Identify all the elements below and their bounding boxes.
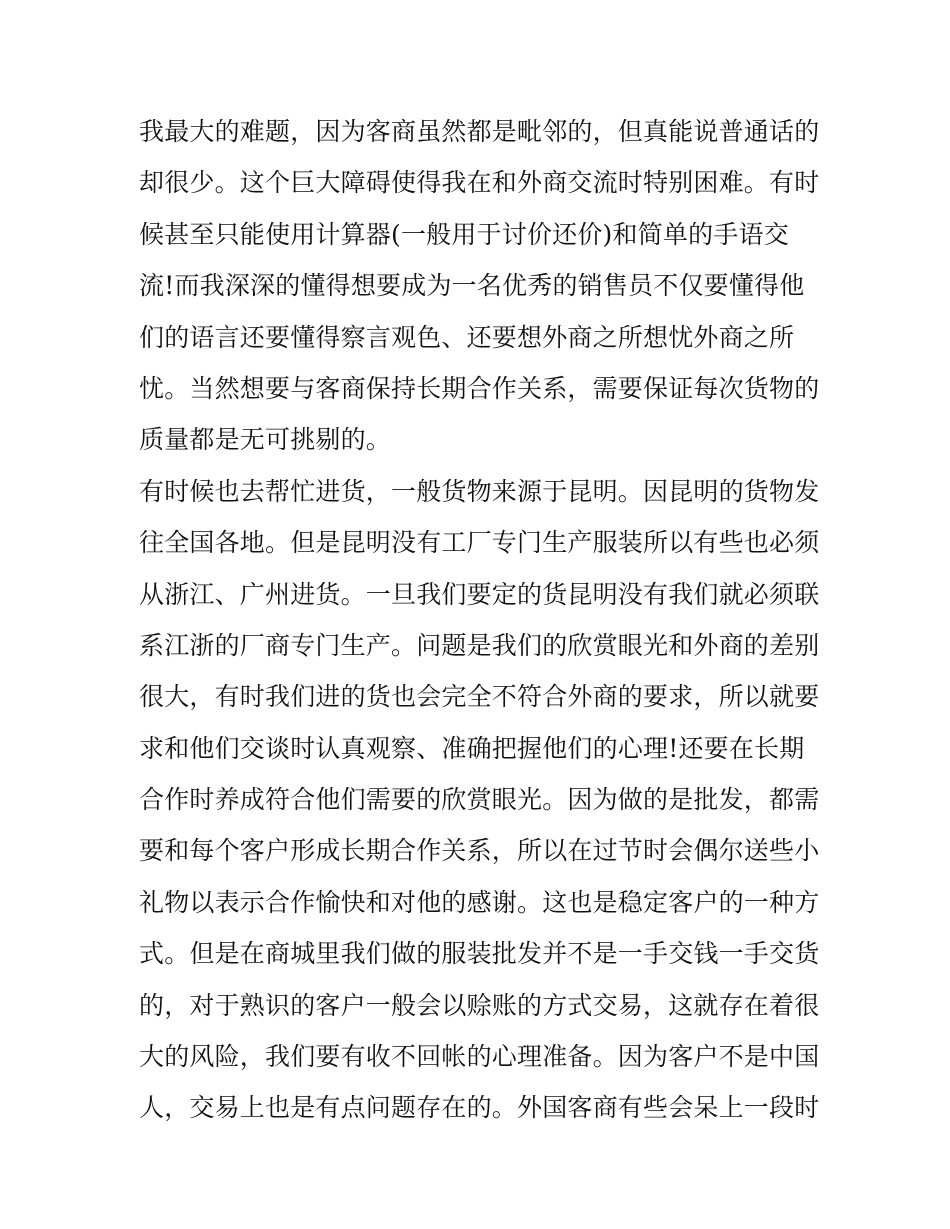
text-line: 有时候也去帮忙进货，一般货物来源于昆明。因昆明的货物发	[139, 476, 820, 506]
text-line: 流!而我深深的懂得想要成为一名优秀的销售员不仅要懂得他	[139, 271, 805, 301]
text-line: 忧。当然想要与客商保持长期合作关系，需要保证每次货物的	[139, 373, 820, 403]
body-text	[139, 106, 819, 1134]
text-line: 合作时养成符合他们需要的欣赏眼光。因为做的是批发，都需	[139, 785, 820, 815]
text-line: 大的风险，我们要有收不回帐的心理准备。因为客户不是中国	[139, 1042, 820, 1072]
text-line: 要和每个客户形成长期合作关系，所以在过节时会偶尔送些小	[139, 836, 820, 866]
text-line: 求和他们交谈时认真观察、准确把握他们的心理!还要在长期	[139, 733, 805, 763]
text-line: 往全国各地。但是昆明没有工厂专门生产服装所以有些也必须	[139, 528, 820, 558]
text-line: 质量都是无可挑剔的。	[139, 425, 392, 455]
text-line: 人，交易上也是有点问题存在的。外国客商有些会呆上一段时	[139, 1093, 820, 1123]
text-line: 们的语言还要懂得察言观色、还要想外商之所想忧外商之所	[139, 322, 795, 352]
text-line: 我最大的难题，因为客商虽然都是毗邻的，但真能说普通话的	[139, 117, 820, 146]
text-line: 式。但是在商城里我们做的服装批发并不是一手交钱一手交货	[139, 939, 820, 969]
text-line: 从浙江、广州进货。一旦我们要定的货昆明没有我们就必须联	[139, 579, 820, 609]
text-line: 系江浙的厂商专门生产。问题是我们的欣赏眼光和外商的差别	[139, 630, 820, 660]
text-line: 候甚至只能使用计算器(一般用于讨价还价)和简单的手语交	[139, 219, 789, 249]
text-line: 的，对于熟识的客户一般会以赊账的方式交易，这就存在着很	[139, 990, 820, 1020]
text-line: 礼物以表示合作愉快和对他的感谢。这也是稳定客户的一种方	[139, 887, 820, 917]
text-line: 却很少。这个巨大障碍使得我在和外商交流时特别困难。有时	[139, 168, 820, 198]
text-line: 很大，有时我们进的货也会完全不符合外商的要求，所以就要	[139, 682, 820, 712]
